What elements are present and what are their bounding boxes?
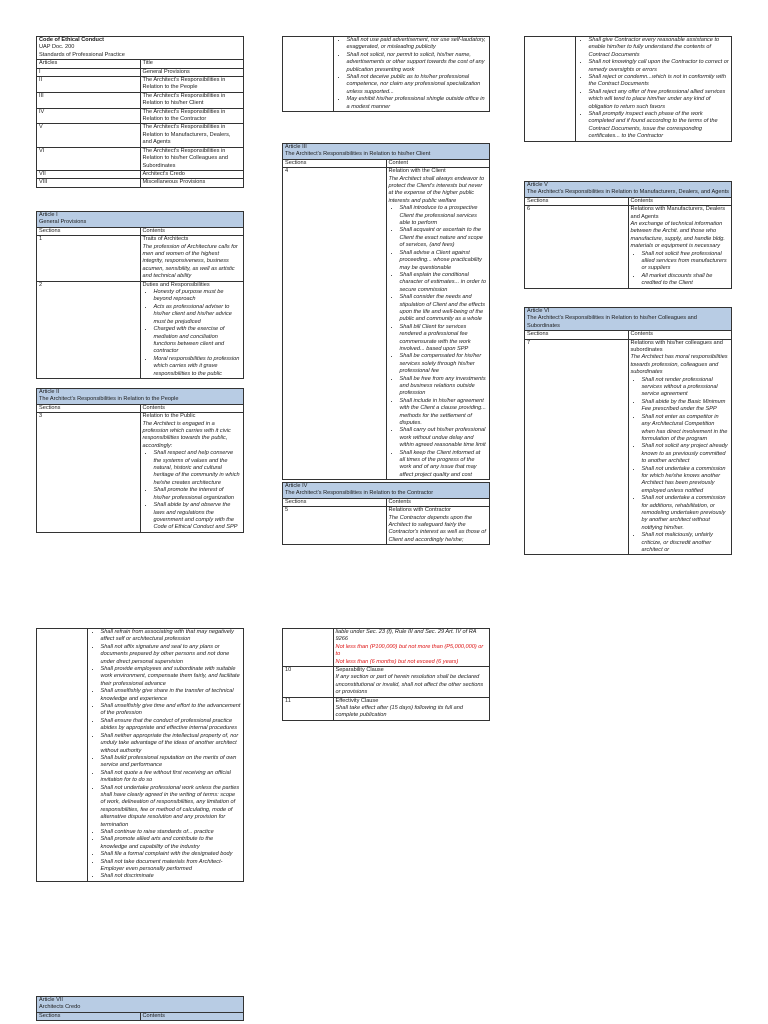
article-4-block xyxy=(282,482,490,545)
continued-table xyxy=(36,628,244,882)
section-number: 2 xyxy=(37,281,141,378)
list-item: • Shall provide employees and subordinate with suitable work environment, compensate them fairly, and facilitate their professional advance xyxy=(101,666,241,688)
section-number: 6 xyxy=(525,206,629,288)
article-1-block xyxy=(36,211,244,379)
toc-col-articles: Articles xyxy=(37,60,141,68)
section-heading: Relation to the Public xyxy=(142,413,196,420)
list-item: • Shall not undertake a commission for which he/she knows another Architect has been previously employed unless notified xyxy=(642,466,730,496)
section-heading: Relation with the Client xyxy=(388,168,446,175)
contents-header: Contents xyxy=(628,197,732,205)
list-item: • Shall not use paid advertisement, nor use self-laudatory, exaggerated, or misleading publicity xyxy=(347,37,487,52)
toc-article-title: General Provisions xyxy=(140,68,244,76)
article-7-table xyxy=(36,996,244,1021)
article-title: Article I xyxy=(37,212,244,220)
table-row xyxy=(37,68,244,76)
article-title: Article II xyxy=(37,389,244,397)
sections-header: Sections xyxy=(283,498,387,506)
article-2-table xyxy=(36,388,244,533)
list-item: • Shall ensure that the conduct of professional practice abides by appropriate and effective internal procedures xyxy=(101,718,241,733)
toc-article-num: V xyxy=(37,124,141,147)
toc-article-title: The Architect's Responsibilities in Relation to the People xyxy=(140,77,244,93)
article-subtitle: The Architect's Responsibilities in Relation to the People xyxy=(37,396,244,404)
article-title: Article IV xyxy=(283,483,490,491)
article-4-continued-block xyxy=(524,36,732,142)
article-6-table xyxy=(524,307,732,555)
article-5-table xyxy=(524,181,732,289)
table-row xyxy=(37,124,244,147)
bullet-list xyxy=(389,205,488,479)
contents-header: Contents xyxy=(140,227,244,235)
bullet-list xyxy=(336,37,487,111)
table-row xyxy=(37,77,244,93)
list-item: • Shall unselfishly give time and effort to the advancement of the profession xyxy=(101,703,241,718)
sections-header: Sections xyxy=(37,227,141,235)
toc-article-title: Miscellaneous Provisions xyxy=(140,179,244,187)
article-4-table xyxy=(282,482,490,545)
toc-article-num: II xyxy=(37,77,141,93)
list-item: • Shall build professional reputation on the merits of own service and performance xyxy=(101,755,241,770)
article-title: Article V xyxy=(525,182,732,190)
list-item: • Shall keep the Client informed at all times of the progress of the work and of any issue that may affect project quality and cost xyxy=(400,450,488,480)
toc-table-block xyxy=(36,36,244,188)
section-heading: Traits of Architects xyxy=(142,236,189,243)
bullet-list xyxy=(90,629,241,881)
continued-table xyxy=(282,36,490,112)
bullet-list xyxy=(631,377,730,555)
table-row xyxy=(37,170,244,178)
section-body: The profession of Architecture calls for men and women of the highest integrity, responsiveness, business acumen, sensibility, as well as artistic and technical ability xyxy=(142,243,238,280)
list-item: • Shall introduce to a prospective Client the professional services able to perform xyxy=(400,205,488,227)
bullet-list xyxy=(578,37,729,141)
article-subtitle: The Architect's Responsibilities in Relation to his/her Colleagues and Subordinates xyxy=(525,315,732,330)
bullet-list xyxy=(143,450,242,531)
table-row xyxy=(37,147,244,170)
article-2-block xyxy=(36,388,244,533)
penalty-fine: Not less than (P100,000) but not more than (P5,000,000) or to xyxy=(335,643,484,658)
section-number: 7 xyxy=(525,339,629,555)
list-item: • Shall reject or condemn...which is not in conformity with the Contract Documents xyxy=(589,74,729,89)
article-1-table xyxy=(36,211,244,379)
toc-col-title: Title xyxy=(140,60,244,68)
list-item: • Shall not undertake professional work unless the parties shall have clearly agreed in the writing of terms: scope of work, delineation of responsibilities, any limitation of responsibilities, fee or method of calculating, mode of alternative dispute resolution and any provision for termination xyxy=(101,785,241,829)
sections-header: Sections xyxy=(525,197,629,205)
section-body: If any section or part of herein resolution shall be declared unconstitutional or invalid, shall not affect the other sections or provisions xyxy=(335,674,484,696)
table-row xyxy=(37,236,244,281)
table-row xyxy=(37,413,244,533)
contents-header: Contents xyxy=(628,331,732,339)
list-item: • Shall abide by the Basic Minimum Fee prescribed under the SPP xyxy=(642,399,730,414)
list-item: • Shall promptly inspect each phase of the work completed and if found according to the terms of the Contract Documents, issue the corresponding certificates... to the Contractor xyxy=(589,111,729,141)
article-6-block xyxy=(524,307,732,555)
list-item: • Charged with the exercise of mediation and conciliation functions between client and contractor xyxy=(154,326,242,356)
section-body: An exchange of technical information between the Archit. and those who manufacture, supply, and handle bldg. materials or equipment is necessary xyxy=(630,221,725,250)
sections-header: Sections xyxy=(37,1012,141,1020)
list-item: • Shall not undertake a commission for additions, rehabilitation, or remodeling undertaken previously by another architect without notifying him/her. xyxy=(642,495,730,532)
contents-header: Contents xyxy=(140,404,244,412)
table-row xyxy=(283,667,490,698)
table-row xyxy=(283,507,490,545)
list-item: • Shall not enter as competitor in any Architectural Competition when has direct involvement in the formulation of the program xyxy=(642,414,730,444)
bullet-list xyxy=(143,289,242,378)
section-heading: Effectivity Clause xyxy=(335,697,379,704)
section-heading: Separability Clause xyxy=(335,667,384,674)
list-item: • Shall acquaint or ascertain to the Client the exact nature and scope of services, (and fees) xyxy=(400,227,488,249)
toc-article-title: Architect's Credo xyxy=(140,170,244,178)
list-item: • Shall not knowingly call upon the Contractor to correct or remedy oversights or errors xyxy=(589,59,729,74)
list-item: • Shall unselfishly give share in the transfer of technical knowledge and experience xyxy=(101,688,241,703)
list-item: • Shall not affix signature and seal to any plans or documents prepared by other persons and not done under direct personal supervision xyxy=(101,644,241,666)
section-body: The Contractor depends upon the Architect to safeguard fairly the Contractor's interest as well as those of Client and accordingly he/she; xyxy=(388,514,486,543)
list-item: • Shall not solicit any project already known to as previously committed to another architect xyxy=(642,443,730,465)
sections-header: Sections xyxy=(37,404,141,412)
section-heading: Duties and Responsibilities xyxy=(142,281,210,288)
section-heading: Relations with his/her colleagues and subordinates xyxy=(630,339,723,354)
toc-article-num: IV xyxy=(37,108,141,124)
article-title: Article III xyxy=(283,144,490,152)
list-item: • Shall not discriminate xyxy=(101,873,241,880)
list-item: • Shall give Contractor every reasonable assistance to enable him/her to fully understand the contents of Contract Documents xyxy=(589,37,729,59)
section-number: 5 xyxy=(283,507,387,545)
continued-table xyxy=(524,36,732,142)
contents-header: Contents xyxy=(386,498,490,506)
list-item: • Honesty of purpose must be beyond reproach xyxy=(154,289,242,304)
toc-article-num: I xyxy=(37,68,141,76)
list-item: • Shall not solicit free professional allied services from manufacturers or suppliers xyxy=(642,251,730,273)
section-body: The Architect is engaged in a profession which carries with it civic responsibilities towards the public, accordingly: xyxy=(142,420,231,449)
list-item: • Shall bill Client for services rendered a professional fee commensurate with the work involved... based upon SPP xyxy=(400,324,488,354)
table-row xyxy=(525,206,732,288)
contents-header: Contents xyxy=(140,1012,244,1020)
toc-title: Code of Ethical Conduct xyxy=(39,37,104,43)
penalty-imprisonment: Not less than (6 months) but not exceed (6 years) xyxy=(335,658,459,665)
article-subtitle: Architects Credo xyxy=(37,1004,244,1012)
list-item: • Shall be compensated for his/her services solely through his/her professional fee xyxy=(400,353,488,375)
list-item: • Shall not take document materials from Architect-Employer even personally performed xyxy=(101,859,241,874)
bullet-list xyxy=(631,251,730,288)
article-6-continued-block xyxy=(36,628,244,882)
list-item: • Shall neither appropriate the intellectual property of, nor unduly take advantage of the ideas of another architect without authority xyxy=(101,733,241,755)
list-item: • All market discounts shall be credited to the Client xyxy=(642,273,730,288)
article-8-table xyxy=(282,628,490,721)
toc-article-title: The Architect's Responsibilities in Relation to Manufacturers, Dealers, and Agents xyxy=(140,124,244,147)
article-7-block xyxy=(36,996,244,1021)
section-body: The Architect shall always endeavor to protect the Client's interests but never at the expense of the higher public interests and public welfare xyxy=(388,175,485,204)
article-8-continued-block xyxy=(282,628,490,721)
list-item: • Shall file a formal complaint with the designated body xyxy=(101,851,241,858)
section-body: The Architect has moral responsibilities towards profession, colleagues and subordinates xyxy=(630,354,728,376)
list-item: • Shall not render professional services without a professional service agreement xyxy=(642,377,730,399)
article-subtitle: The Architect's Responsibilities in Relation to Manufacturers, Dealers, and Agents xyxy=(525,189,732,197)
table-row xyxy=(37,629,244,882)
list-item: • Acts as professional adviser to his/her client and his/her advice must be prejudiced xyxy=(154,304,242,326)
article-subtitle: The Architect's Responsibilities in Relation to his/her Client xyxy=(283,151,490,159)
list-item: • Shall not quote a fee without first receiving an official invitation for to do so xyxy=(101,770,241,785)
table-row xyxy=(37,179,244,187)
table-row xyxy=(37,281,244,378)
article-5-block xyxy=(524,181,732,289)
list-item: • May exhibit his/her professional shingle outside office in a modest manner xyxy=(347,96,487,111)
article-3-block xyxy=(282,143,490,480)
list-item: • Shall not solicit, nor permit to solicit, his/her name, advertisements or other support towards the cost of any publication presenting work xyxy=(347,52,487,74)
article-3-table xyxy=(282,143,490,480)
list-item: • Moral responsibilities to profession which carries with it grave responsibilities to the public xyxy=(154,356,242,378)
toc-standard: Standards of Professional Practice xyxy=(37,52,244,60)
toc-doc: UAP Doc. 200 xyxy=(37,44,244,51)
article-2-continued-block xyxy=(282,36,490,112)
list-item: • Shall include in his/her agreement with the Client a clause providing... methods for the settlement of disputes. xyxy=(400,398,488,428)
toc-article-num: VI xyxy=(37,147,141,170)
list-item: • Shall promote allied arts and contribute to the knowledge and capability of the industry xyxy=(101,836,241,851)
section-number: 1 xyxy=(37,236,141,281)
list-item: • Shall consider the needs and stipulation of Client and the effects upon the life and well-being of the public and community as a whole xyxy=(400,294,488,324)
list-item: • Shall refrain from associating with that may negatively affect self or architectural profession xyxy=(101,629,241,644)
toc-article-title: The Architect's Responsibilities in Relation to his/her Client xyxy=(140,92,244,108)
article-subtitle: The Architect's Responsibilities in Relation to the Contractor xyxy=(283,490,490,498)
toc-article-num: III xyxy=(37,92,141,108)
list-item: • Shall respect and help conserve the systems of values and the natural, historic and cultural heritage of the community in which he/she creates architecture xyxy=(154,450,242,487)
list-item: • Shall not deceive public as to his/her professional competence, nor claim any professional specialization unless supported... xyxy=(347,74,487,96)
toc-article-num: VIII xyxy=(37,179,141,187)
sections-header: Sections xyxy=(283,159,387,167)
table-row xyxy=(37,92,244,108)
table-row xyxy=(525,37,732,142)
list-item: • Shall abide by and observe the laws and regulations the government and comply with the Code of Ethical Conduct and SPP xyxy=(154,502,242,532)
table-row xyxy=(37,108,244,124)
table-row xyxy=(283,168,490,480)
section-number: 11 xyxy=(283,697,334,720)
list-item: • Shall be free from any investments and business relations outside profession xyxy=(400,376,488,398)
section-heading: Relations with Manufacturers, Dealers and Agents xyxy=(630,206,726,220)
contents-header: Content xyxy=(386,159,490,167)
sections-header: Sections xyxy=(525,331,629,339)
list-item: • Shall not maliciously, unfairly criticize, or discredit another architect or xyxy=(642,532,730,554)
toc-article-num: VII xyxy=(37,170,141,178)
list-item: • Shall reject any offer of free professional allied services which will tend to place him/her under any kind of obligation to return such favors xyxy=(589,89,729,111)
table-row xyxy=(283,629,490,667)
list-item: • Shall advise a Client against proceeding... whose practicability may be questionable xyxy=(400,250,488,272)
toc-article-title: The Architect's Responsibilities in Relation to the Contractor xyxy=(140,108,244,124)
table-row xyxy=(283,697,490,720)
list-item: • Shall explain the conditional character of estimates... in order to secure commission xyxy=(400,272,488,294)
section-body: Shall take effect after (15 days) following its full and complete publication xyxy=(335,705,464,719)
section-number: 4 xyxy=(283,168,387,480)
penalty-text: liable under Sec. 23 (f), Rule III and Sec. 29 Art. IV of RA 9266 xyxy=(335,629,477,643)
section-heading: Relations with Contractor xyxy=(388,507,451,514)
list-item: • Shall promote the interest of his/her professional organization xyxy=(154,487,242,502)
list-item: • Shall continue to raise standards of... practice xyxy=(101,829,241,836)
article-subtitle: General Provisions xyxy=(37,219,244,227)
table-row xyxy=(283,37,490,112)
toc-table xyxy=(36,36,244,188)
list-item: • Shall carry out his/her professional work without undue delay and within agreed reasonable time limit xyxy=(400,427,488,449)
article-title: Article VI xyxy=(525,308,732,316)
table-row xyxy=(525,339,732,555)
toc-article-title: The Architect's Responsibilities in Relation to his/her Colleagues and Subordinates xyxy=(140,147,244,170)
section-number: 10 xyxy=(283,667,334,698)
section-number: 3 xyxy=(37,413,141,533)
article-title: Article VII xyxy=(37,997,244,1005)
